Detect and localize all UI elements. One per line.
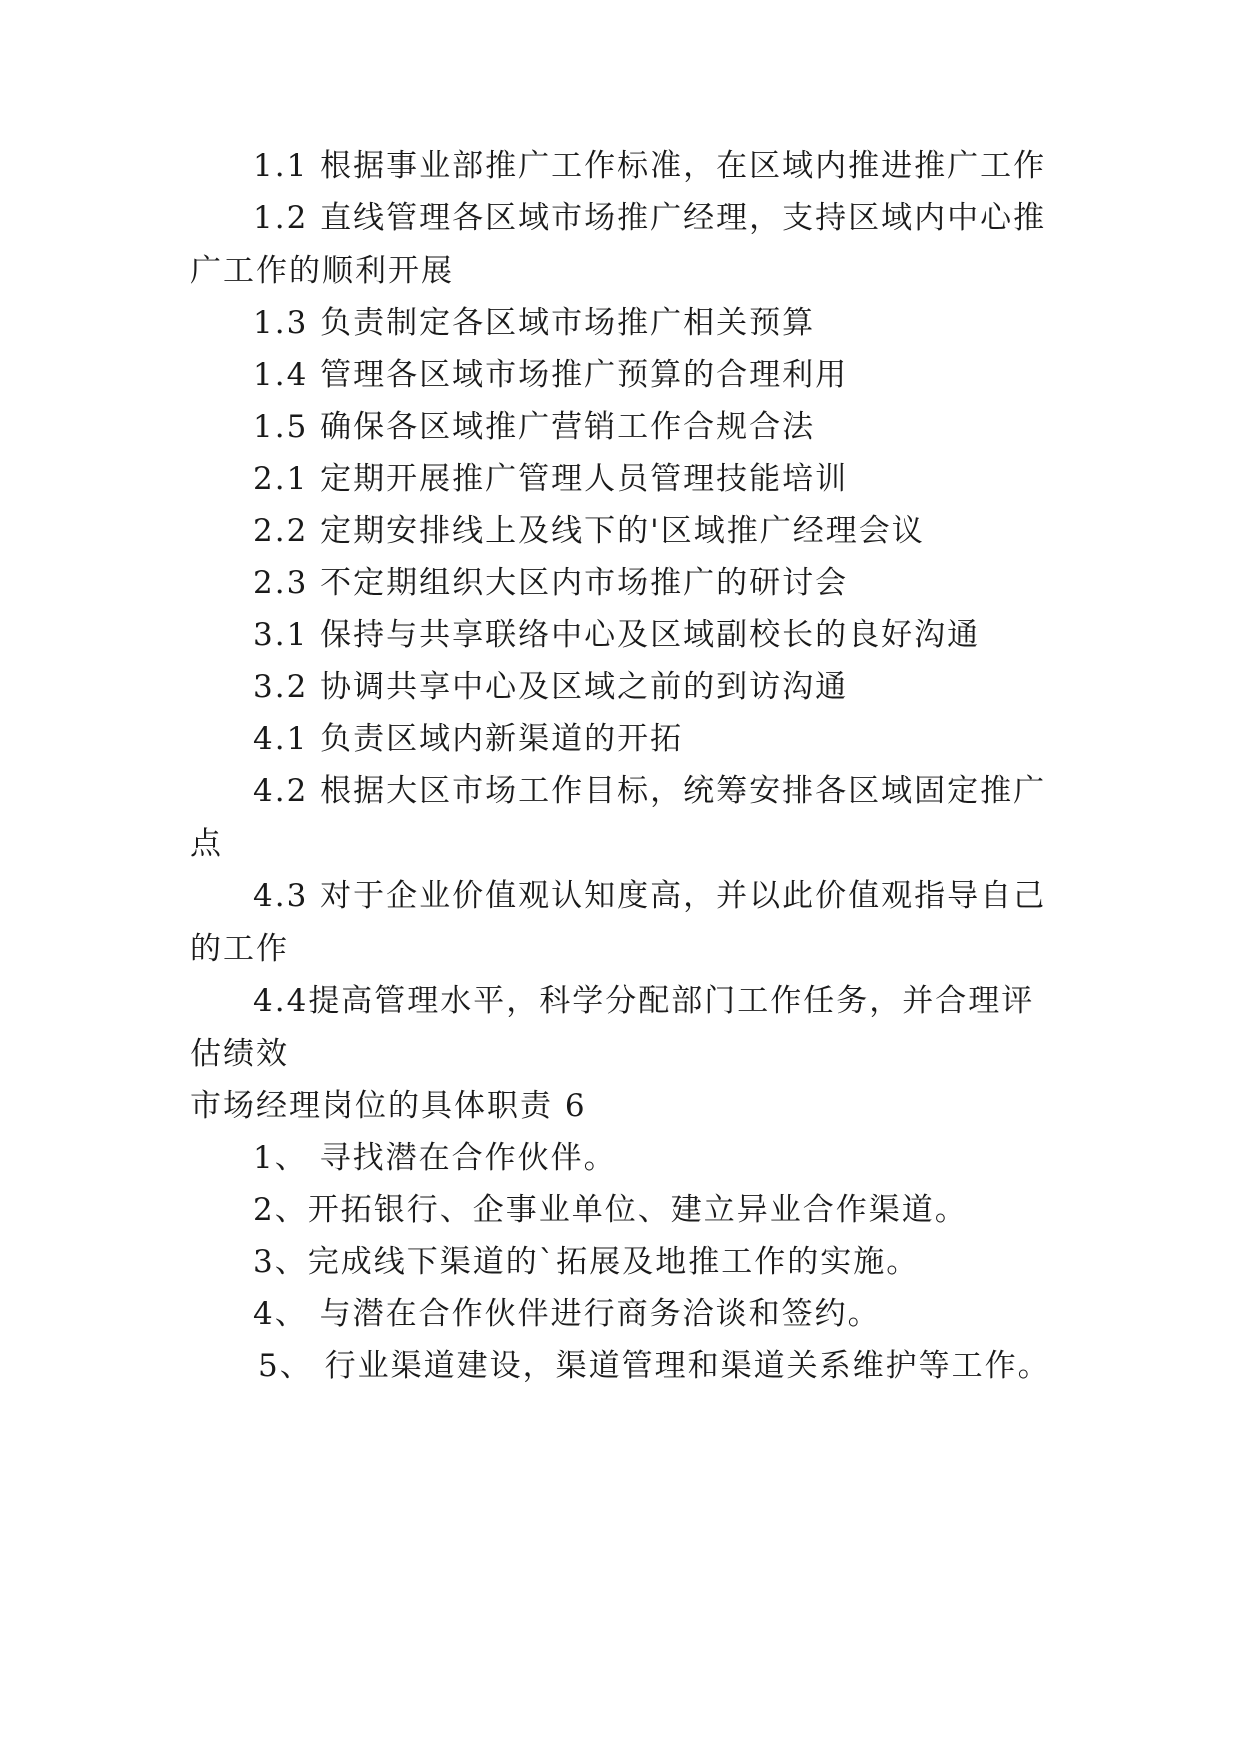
item-text: 管理各区域市场推广预算的合理利用 [320, 357, 849, 393]
item-number: 2.3 [253, 565, 309, 601]
item-number: 2.1 [253, 461, 309, 497]
duty-text: 寻找潜在合作伙伴。 [319, 1140, 617, 1176]
duty-number: 2、 [253, 1192, 308, 1228]
item-number: 4.1 [253, 721, 309, 757]
item-1-2-continuation [190, 251, 1090, 291]
item-4-4-continuation [190, 1034, 1090, 1074]
duty-number: 4、 [253, 1296, 308, 1332]
item-text: 协调共享中心及区域之前的到访沟通 [320, 669, 849, 705]
duty-text: 完成线下渠道的`拓展及地推工作的实施。 [307, 1244, 920, 1280]
item-number: 4.3 [253, 878, 309, 914]
duty-2 [253, 1190, 1153, 1230]
item-2-3 [253, 563, 1153, 603]
item-4-1 [253, 719, 1153, 759]
item-1-5 [253, 407, 1153, 447]
duty-text: 与潜在合作伙伴进行商务洽谈和签约。 [319, 1296, 881, 1332]
item-text-continuation: 广工作的顺利开展 [190, 253, 454, 289]
item-4-2-continuation [190, 824, 1090, 864]
duty-number: 5、 [258, 1348, 313, 1384]
item-1-3 [253, 303, 1153, 343]
item-4-4 [253, 981, 1153, 1021]
item-number: 4.2 [253, 773, 309, 809]
item-2-2 [253, 511, 1153, 551]
item-text: 提高管理水平，科学分配部门工作任务，并合理评 [308, 983, 1035, 1019]
item-number: 3.2 [253, 669, 309, 705]
item-text: 确保各区域推广营销工作合规合法 [320, 409, 816, 445]
item-text-continuation: 的工作 [190, 931, 289, 967]
item-text: 根据事业部推广工作标准，在区域内推进推广工作 [320, 148, 1047, 184]
item-text: 保持与共享联络中心及区域副校长的良好沟通 [320, 617, 981, 653]
duty-1 [253, 1138, 1153, 1178]
item-text-continuation: 估绩效 [190, 1036, 289, 1072]
item-text: 直线管理各区域市场推广经理，支持区域内中心推 [320, 200, 1047, 236]
item-text: 对于企业价值观认知度高，并以此价值观指导自己 [320, 878, 1047, 914]
item-3-2 [253, 667, 1153, 707]
item-3-1 [253, 615, 1153, 655]
item-number: 1.5 [253, 409, 309, 445]
item-2-1 [253, 459, 1153, 499]
item-1-1 [253, 146, 1153, 186]
duty-number: 3、 [253, 1244, 308, 1280]
item-1-2 [253, 198, 1153, 238]
item-number: 1.2 [253, 200, 309, 236]
item-number: 3.1 [253, 617, 309, 653]
item-number: 1.1 [253, 148, 309, 184]
item-text: 负责制定各区域市场推广相关预算 [320, 305, 816, 341]
item-1-4 [253, 355, 1153, 395]
item-4-2 [253, 771, 1153, 811]
duty-text: 行业渠道建设，渠道管理和渠道关系维护等工作。 [324, 1348, 1051, 1384]
item-number: 4.4 [253, 983, 309, 1019]
item-number: 1.4 [253, 357, 309, 393]
duty-text: 开拓银行、企事业单位、建立异业合作渠道。 [307, 1192, 968, 1228]
item-number: 1.3 [253, 305, 309, 341]
duty-5 [258, 1346, 1158, 1386]
duty-number: 1、 [253, 1140, 308, 1176]
section-title: 市场经理岗位的具体职责 6 [190, 1088, 587, 1124]
item-number: 2.2 [253, 513, 309, 549]
duty-3 [253, 1242, 1153, 1282]
item-text-continuation: 点 [190, 826, 223, 862]
duty-4 [253, 1294, 1153, 1334]
item-4-3-continuation [190, 929, 1090, 969]
item-4-3 [253, 876, 1153, 916]
item-text: 不定期组织大区内市场推广的研讨会 [320, 565, 849, 601]
item-text: 根据大区市场工作目标，统筹安排各区域固定推广 [320, 773, 1047, 809]
item-text: 负责区域内新渠道的开拓 [320, 721, 684, 757]
item-text: 定期安排线上及线下的'区域推广经理会议 [320, 513, 925, 549]
item-text: 定期开展推广管理人员管理技能培训 [320, 461, 849, 497]
